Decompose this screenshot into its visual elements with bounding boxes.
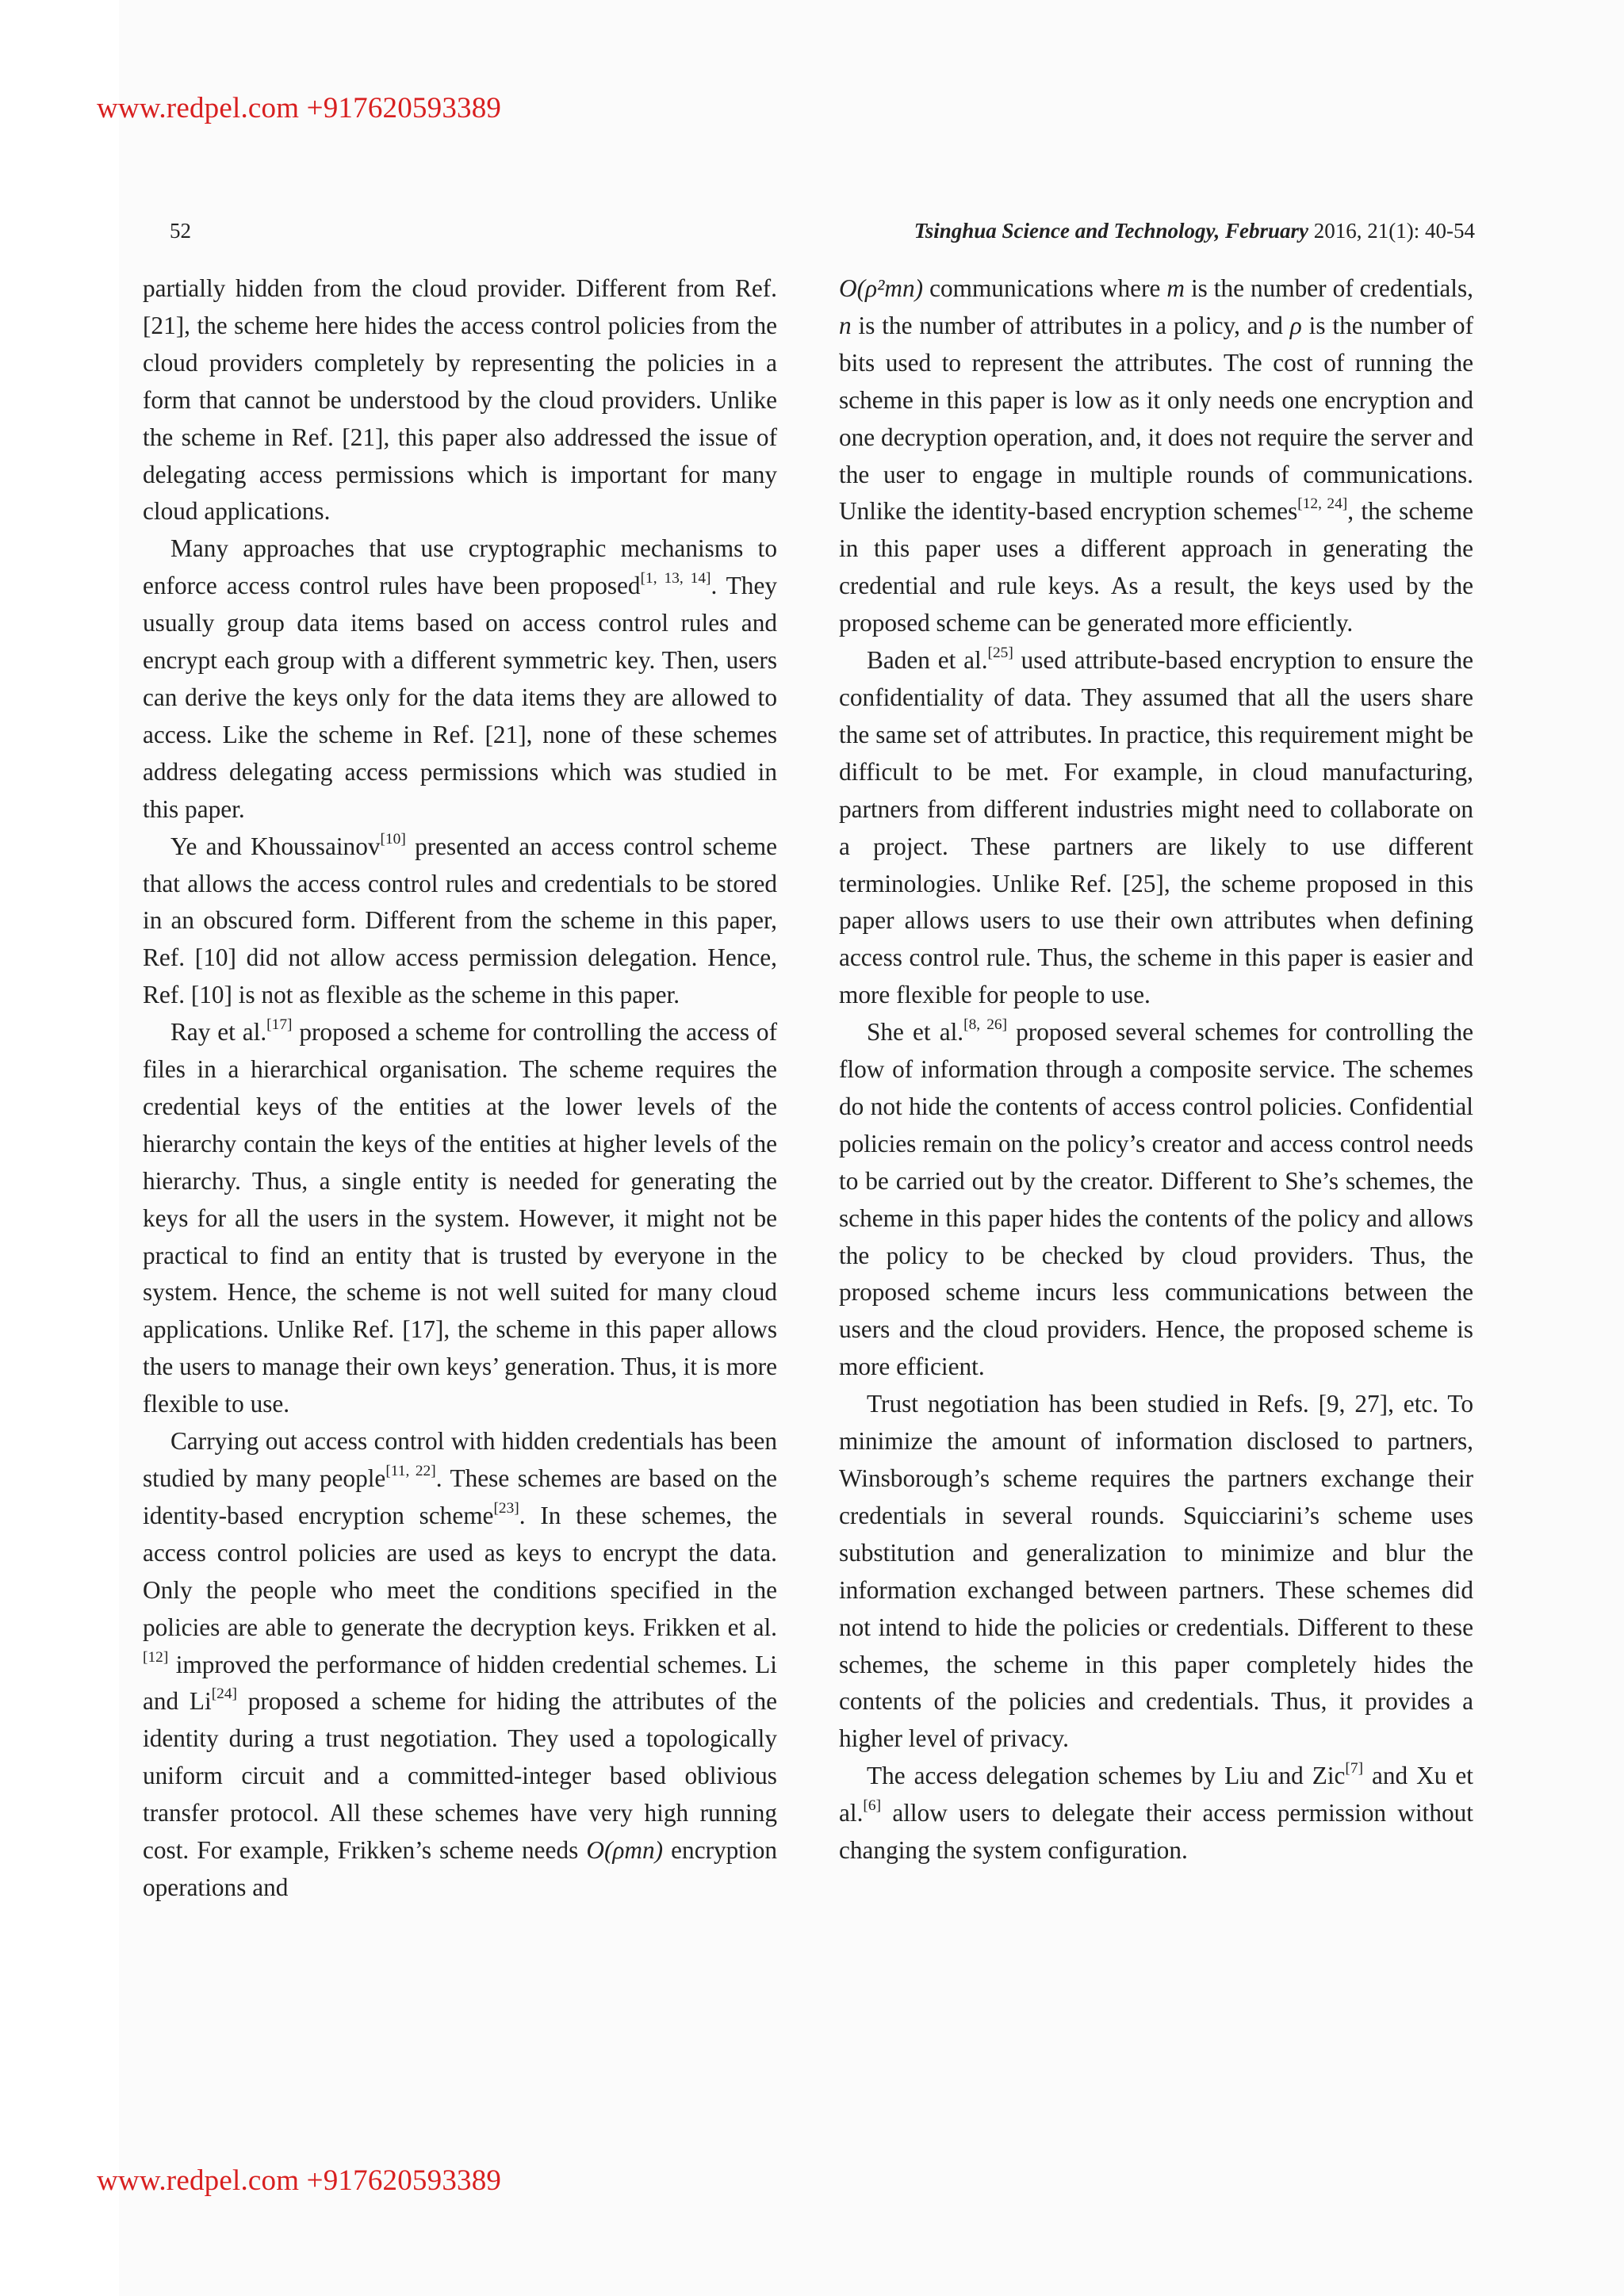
running-head [914, 219, 1475, 243]
left-column [143, 270, 777, 1907]
math-variable: m [1166, 274, 1185, 302]
citation: [1, 13, 14] [640, 570, 711, 587]
paragraph: The access delegation schemes by Liu and Zic[7] and Xu et al.[6] allow users to delegate their access permission without changing the system configuration. [839, 1760, 1473, 1865]
journal-name: Tsinghua Science and Technology, February [914, 219, 1309, 243]
paragraph: Ye and Khoussainov[10] presented an access control scheme that allows the access control rules and credentials to be stored in an obscured form. Different from the scheme in this paper, Ref. [10] did not allow access permission delegation. Hence, Ref. [10] is not as flexible as the scheme in this paper. [143, 830, 777, 1009]
paragraph: Trust negotiation has been studied in Refs. [9, 27], etc. To minimize the amount of information disclosed to partners, Winsborough’s scheme requires the partners exchange their credentials in several rounds. Squicciarini’s scheme uses substitution and generalization to minimize and blur the information exchanged between partners. These schemes did not intend to hide the policies or credentials. Different to these schemes, the scheme in this paper completely hides the contents of the policies and credentials. Thus, it provides a higher level of privacy. [839, 1390, 1473, 1753]
citation: [12, 24] [1297, 496, 1348, 513]
math-variable: ρ [1289, 311, 1302, 339]
citation: [10] [380, 830, 406, 848]
math-expression: O(ρ²mn) [839, 274, 924, 302]
citation: [25] [987, 645, 1013, 662]
watermark-bottom: www.redpel.com +917620593389 [97, 2164, 502, 2197]
page-header [170, 219, 1475, 251]
citation: [17] [266, 1016, 293, 1034]
paragraph: Carrying out access control with hidden credentials has been studied by many people[11, 22]. These schemes are based on the identity-based encryption scheme[23]. In these schemes, the access control policies are used as keys to encrypt the data. Only the people who meet the conditions specified in the policies are able to generate the decryption keys. Frikken et al.[12] improved the performance of hidden credential schemes. Li and Li[24] proposed a scheme for hiding the attributes of the identity during a trust negotiation. They used a topologically uniform circuit and a committed-integer based oblivious transfer protocol. All these schemes have very high running cost. For example, Frikken’s scheme needs O(ρmn) encryption operations and [143, 1427, 778, 1901]
citation: [6] [863, 1797, 882, 1815]
citation: [23] [493, 1499, 519, 1517]
page-number: 52 [170, 219, 191, 243]
watermark-top: www.redpel.com +917620593389 [97, 92, 502, 124]
math-expression: O(ρmn) [586, 1836, 664, 1865]
citation: [24] [211, 1686, 237, 1703]
citation: [11, 22] [385, 1463, 436, 1480]
paragraph: She et al.[8, 26] proposed several schemes for controlling the flow of information through a composite service. The schemes do not hide the contents of access control policies. Confidential policies remain on the policy’s creator and access control needs to be carried out by the creator. Different to She’s schemes, the scheme in this paper hides the contents of the policy and allows the policy to be checked by cloud providers. Thus, the proposed scheme incurs less communications between the users and the cloud providers. Hence, the proposed scheme is more efficient. [839, 1016, 1473, 1381]
paragraph: Ray et al.[17] proposed a scheme for controlling the access of files in a hierarchical organisation. The scheme requires the credential keys of the entities at the lower levels of the hierarchy contain the keys of the entities at higher levels of the hierarchy. Thus, a single entity is needed for generating the keys for all the users in the system. However, it might not be practical to find an entity that is trusted by everyone in the system. Hence, the scheme is not well suited for many cloud applications. Unlike Ref. [17], the scheme in this paper allows the users to manage their own keys’ generation. Thus, it is more flexible to use. [143, 1016, 778, 1418]
right-column [839, 270, 1473, 1869]
math-variable: n [839, 311, 852, 339]
issue-info: 2016, 21(1): 40-54 [1308, 219, 1475, 243]
paragraph: partially hidden from the cloud provider. Different from Ref. [21], the scheme here hides the access control policies from the cloud providers completely by representing the policies in a form that cannot be understood by the cloud providers. Unlike the scheme in Ref. [21], this paper also addressed the issue of delegating access permissions which is important for many cloud applications. [143, 274, 777, 526]
citation: [8, 26] [963, 1016, 1008, 1034]
citation: [12] [143, 1648, 169, 1666]
citation: [7] [1345, 1760, 1364, 1777]
paragraph: O(ρ²mn) communications where m is the number of credentials, n is the number of attributes in a policy, and ρ is the number of bits used to represent the attributes. The cost of running the scheme in this paper is low as it only needs one encryption and one decryption operation, and, it does not require the server and the user to engage in multiple rounds of communications. Unlike the identity-based encryption schemes[12, 24], the scheme in this paper uses a different approach in generating the credential and rule keys. As a result, the keys used by the proposed scheme can be generated more efficiently. [839, 274, 1473, 637]
paragraph: Baden et al.[25] used attribute-based encryption to ensure the confidentiality of data. They assumed that all the users share the same set of attributes. In practice, this requirement might be difficult to be met. For example, in cloud manufacturing, partners from different industries might need to collaborate on a project. These partners are likely to use different terminologies. Unlike Ref. [25], the scheme proposed in this paper allows users to use their own attributes when defining access control rule. Thus, the scheme in this paper is easier and more flexible for people to use. [839, 645, 1473, 1009]
paragraph: Many approaches that use cryptographic mechanisms to enforce access control rules have been proposed[1, 13, 14]. They usually group data items based on access control rules and encrypt each group with a different symmetric key. Then, users can derive the keys only for the data items they are allowed to access. Like the scheme in Ref. [21], none of these schemes address delegating access permissions which was studied in this paper. [143, 534, 777, 823]
